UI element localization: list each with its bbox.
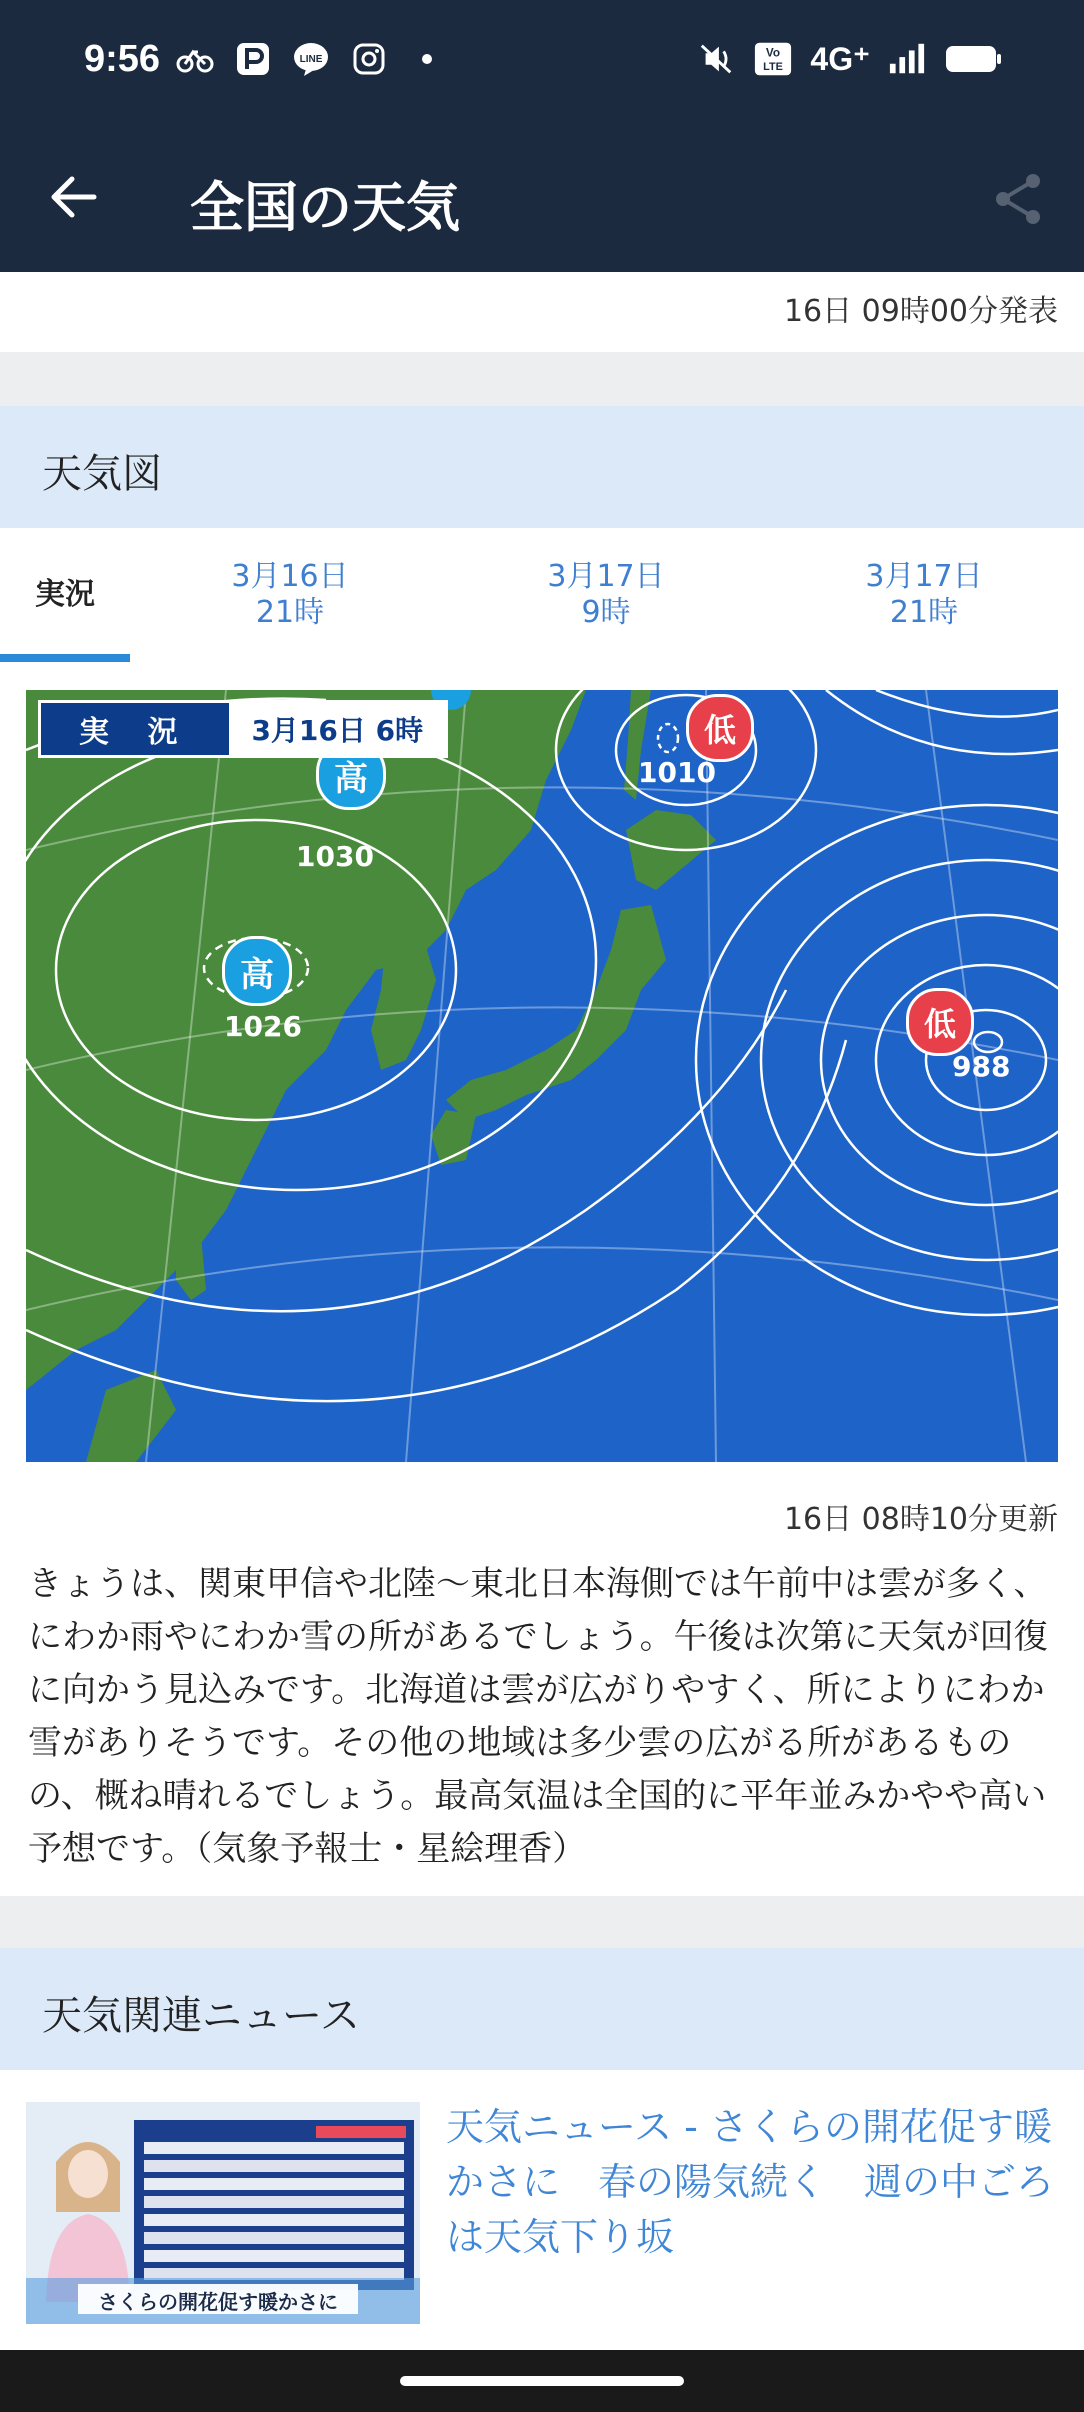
page-title: 全国の天気: [190, 176, 460, 239]
map-time-label: [38, 700, 448, 758]
low-dashed-outline: [658, 724, 678, 752]
instagram-icon: [350, 40, 388, 78]
arrow-left-icon: [46, 169, 102, 225]
svg-text:Vo: Vo: [766, 46, 781, 60]
news-thumbnail-caption: さくらの開花促す暖かさに: [98, 2289, 338, 2314]
map-label-time: 3月16日 6時: [229, 703, 445, 755]
share-icon: [988, 169, 1048, 229]
status-icons-right: [698, 40, 1004, 78]
network-type: 4G⁺: [810, 41, 870, 77]
weather-description: きょうは、関東甲信や北陸～東北日本海側では午前中は雲が多く、にわか雨やにわか雪の所があるでしょう。午後は次第に天気が回復に向かう見込みです。北海道は雲が広がりやすく、所によりにわか雪がありそうです。その他の地域は多少雲の広がる所があるものの、概ね晴れるでしょう。最高気温は全国的に平年並みかやや高い予想です。（気象予報士・星絵理香）: [28, 1564, 1048, 1869]
status-icons-left: [176, 40, 446, 78]
weather-map-header: [0, 406, 1084, 528]
tab-indicator: [0, 654, 130, 662]
low-pressure-marker-2: 低: [906, 988, 974, 1056]
tab-mar17-9[interactable]: 3月17日 9時: [547, 559, 665, 630]
news-header: [0, 1948, 1084, 2070]
low-center-outline: [974, 1032, 1002, 1052]
land-continent: [26, 690, 586, 1390]
bike-app-icon: [176, 40, 214, 78]
news-thumbnail: [26, 2102, 420, 2324]
weather-map-card: [0, 662, 1084, 1896]
map-updated-time: 16日 08時10分更新: [783, 1502, 1058, 1537]
line-icon: [292, 40, 330, 78]
back-button[interactable]: [46, 169, 102, 225]
section-title: 天気図: [42, 451, 162, 497]
dot-icon: [408, 40, 446, 78]
volte-icon: [754, 40, 792, 78]
weather-map[interactable]: [26, 690, 1058, 1462]
map-label-current: 実 況: [41, 703, 229, 755]
land-honshu: [446, 905, 666, 1120]
home-handle[interactable]: [400, 2376, 684, 2386]
high-pressure-value-1: 1030: [296, 840, 374, 873]
news-section-title: 天気関連ニュース: [42, 1993, 360, 2039]
weather-map-svg: [26, 690, 1058, 1462]
land-taiwan: [176, 1235, 206, 1300]
high-pressure-marker-2: 高: [222, 936, 292, 1006]
news-title-link[interactable]: 天気ニュース - さくらの開花促す暖かさに 春の陽気続く 週の中ごろは天気下り坂: [446, 2105, 1055, 2259]
low-pressure-value-2: 988: [952, 1050, 1011, 1083]
published-time: 16日 09時00分発表: [783, 294, 1058, 329]
low-pressure-marker-1: 低: [686, 694, 754, 762]
battery-icon: [944, 40, 1004, 78]
svg-text:LINE: LINE: [299, 54, 323, 65]
mute-icon: [698, 40, 736, 78]
high-pressure-marker-1: 高: [316, 740, 386, 810]
news-item[interactable]: [0, 2070, 1084, 2350]
low-pressure-value-1: 1010: [638, 756, 716, 789]
weather-map-tabs: [0, 528, 1084, 664]
forecast-card: [0, 272, 1084, 352]
high-pressure-value-2: 1026: [224, 1010, 302, 1043]
app-bar: [0, 125, 1084, 272]
tab-current[interactable]: 実況: [35, 577, 95, 612]
tab-mar16-21[interactable]: 3月16日 21時: [231, 559, 349, 630]
signal-icon: [888, 40, 926, 78]
tab-mar17-21[interactable]: 3月17日 21時: [865, 559, 983, 630]
status-time: 9:56: [84, 38, 161, 80]
status-bar: [0, 0, 1084, 125]
system-nav-bar: [0, 2350, 1084, 2412]
share-button[interactable]: [988, 169, 1048, 229]
land-philippines: [86, 1370, 176, 1462]
svg-text:LTE: LTE: [763, 60, 784, 73]
paypay-icon: [234, 40, 272, 78]
